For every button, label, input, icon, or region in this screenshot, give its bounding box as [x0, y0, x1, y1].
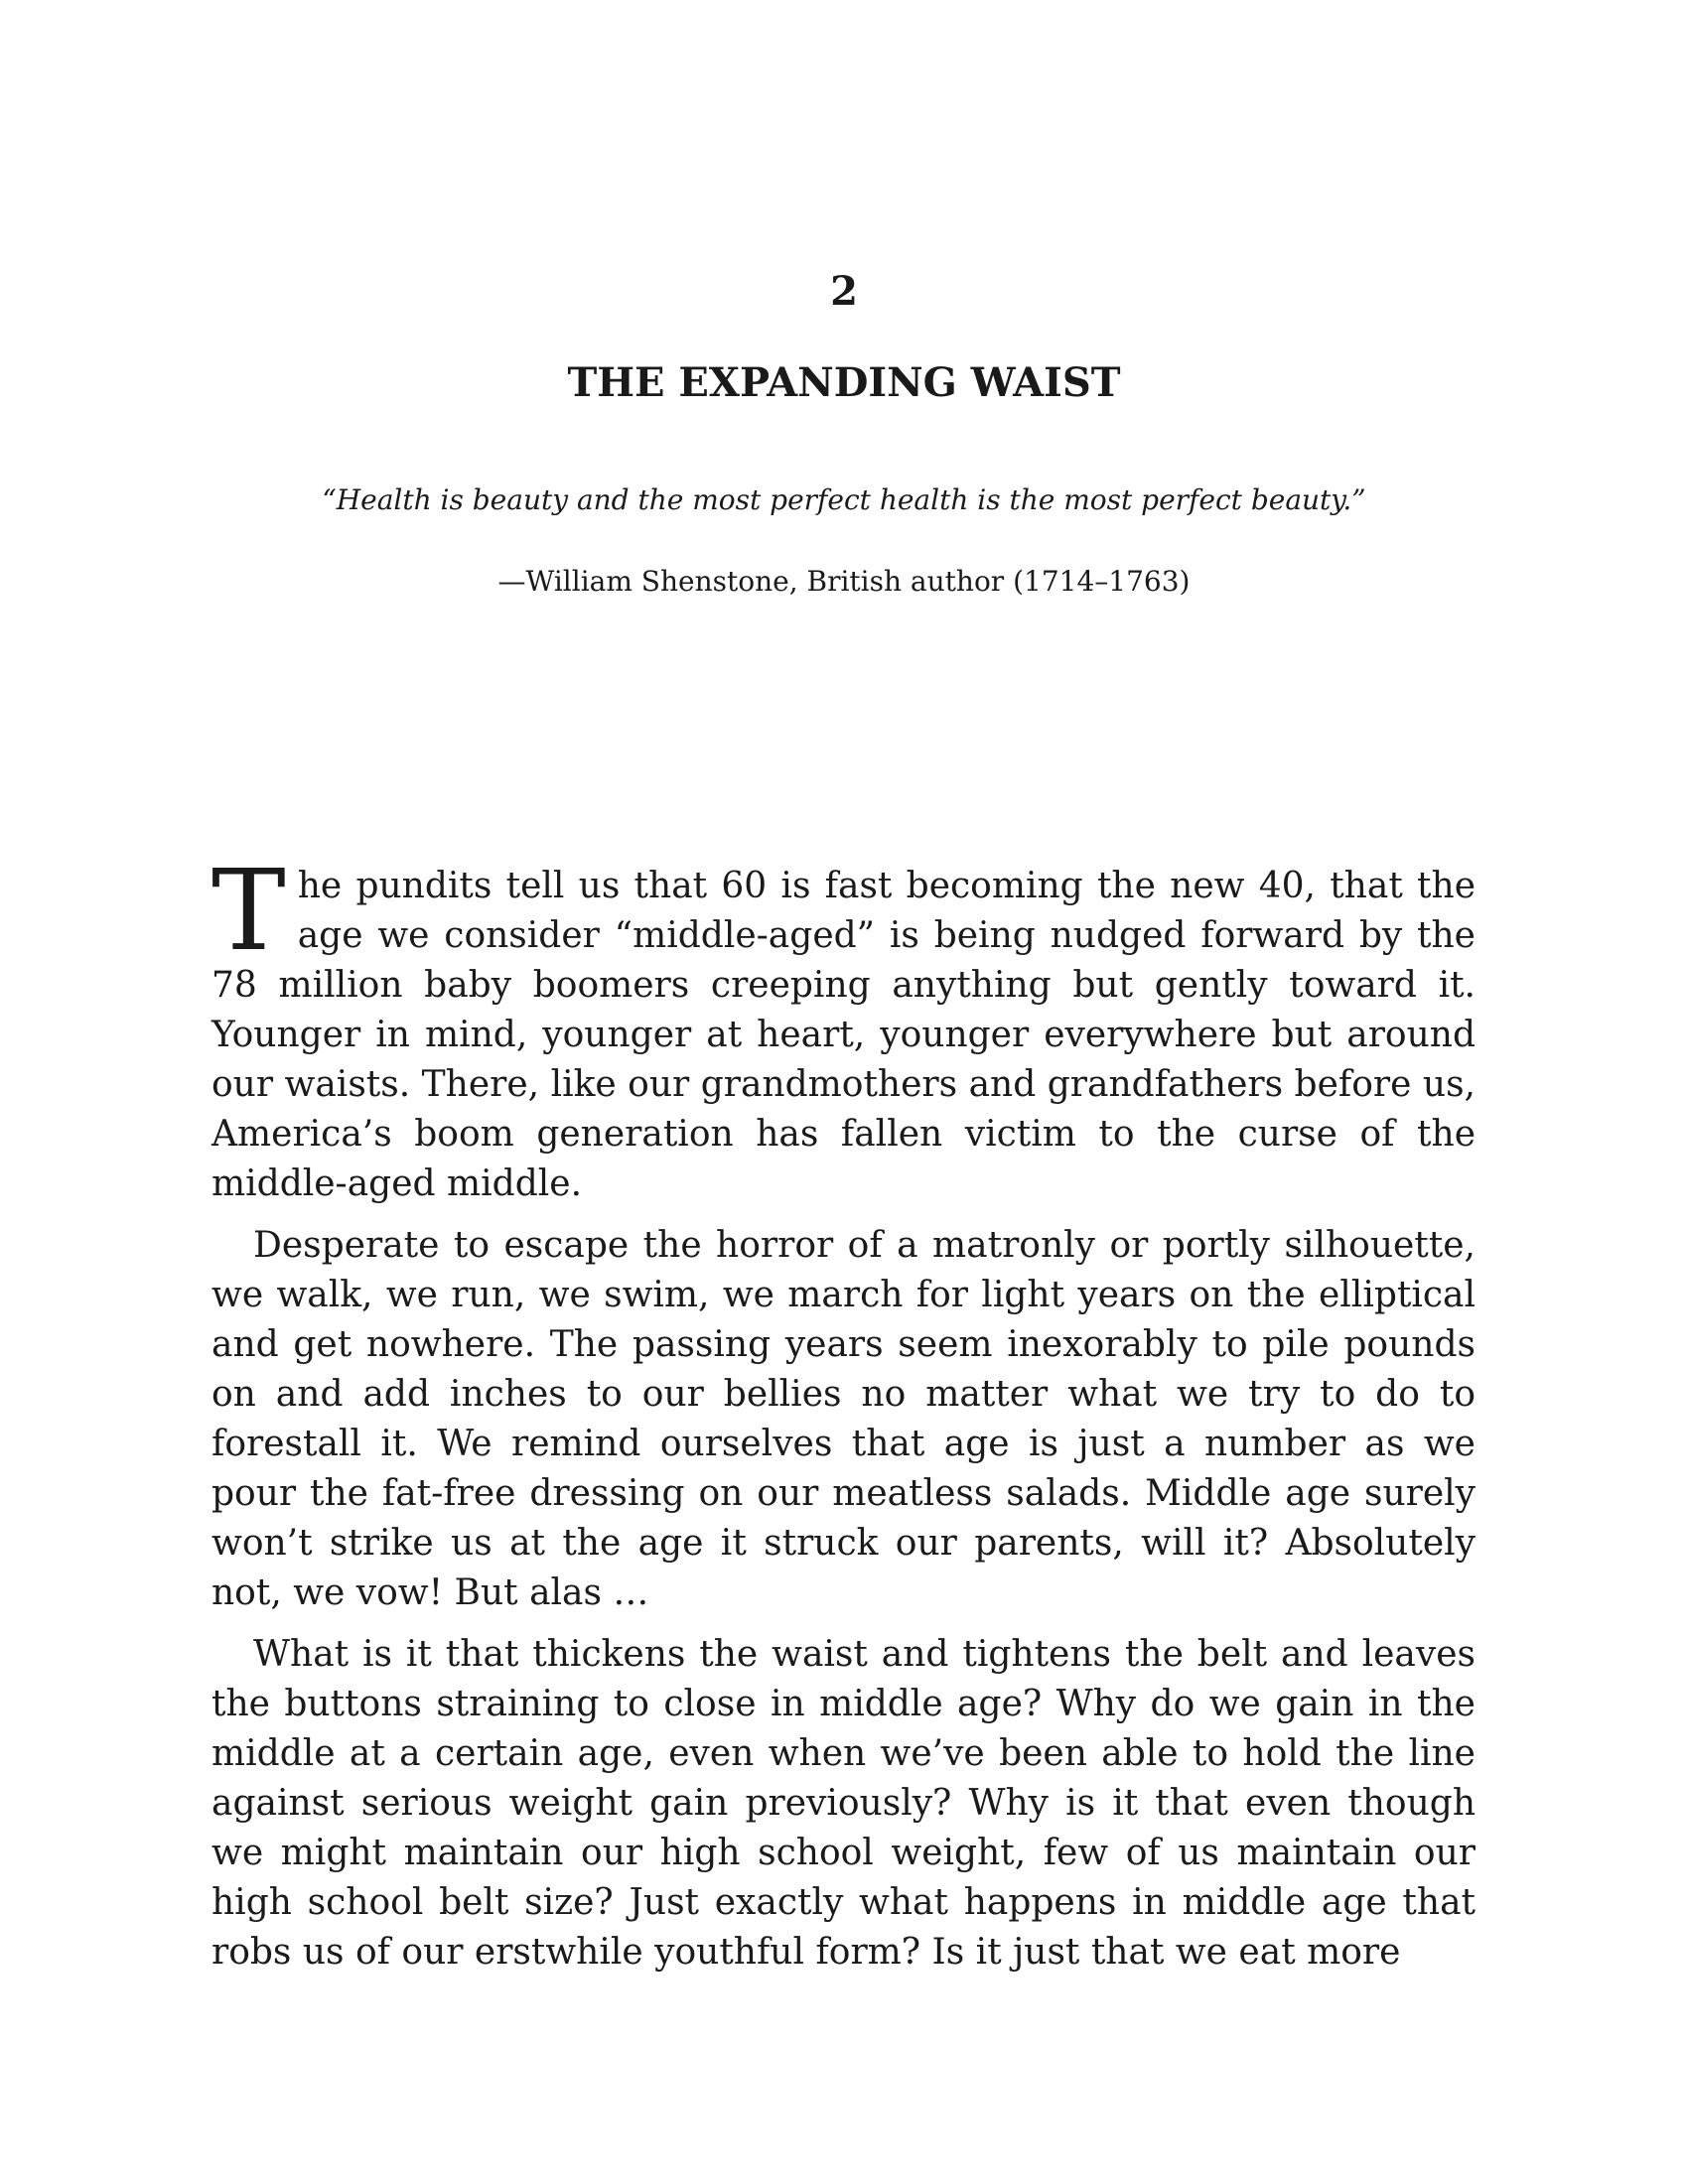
- chapter-body: [211, 847, 1476, 1989]
- chapter-title: THE EXPANDING WAIST: [567, 359, 1121, 406]
- paragraph-1-text: he pundits tell us that 60 is fast becoming the new 40, that the age we consider “middle-aged” is being nudged forward by the 78 million baby boomers creeping anything but gently toward it. Younger in mind, younger at heart, younger everywhere but around our waists. There, like our grandmothers and grandfathers before us, America’s boom generation has fallen victim to the curse of the middle-aged middle.: [211, 866, 1476, 1204]
- paragraph-1: [211, 847, 1476, 1209]
- drop-cap: T: [211, 847, 286, 976]
- epigraph-quote: “Health is beauty and the most perfect health is the most perfect beauty.”: [322, 483, 1366, 516]
- paragraph-2: Desperate to escape the horror of a matronly or portly silhouette, we walk, we run, we swim, we march for light years on the elliptical and get nowhere. The passing years seem inexorably to pile pounds on and add inches to our bellies no matter what we try to do to forestall it. We remind ourselves that age is just a number as we pour the fat-free dressing on our meatless salads. Middle age surely won’t strike us at the age it struck our parents, will it? Absolutely not, we vow! But alas …: [211, 1225, 1476, 1613]
- epigraph-attribution: —William Shenstone, British author (1714–1763): [497, 565, 1191, 598]
- chapter-number: 2: [830, 268, 858, 315]
- paragraph-3: What is it that thickens the waist and tightens the belt and leaves the buttons straining to close in middle age? Why do we gain in the middle at a certain age, even when we’ve been able to hold the line against serious weight gain previously? Why is it that even though we might maintain our high school weight, few of us maintain our high school belt size? Just exactly what happens in middle age that robs us of our erstwhile youthful form? Is it just that we eat more: [211, 1634, 1476, 1973]
